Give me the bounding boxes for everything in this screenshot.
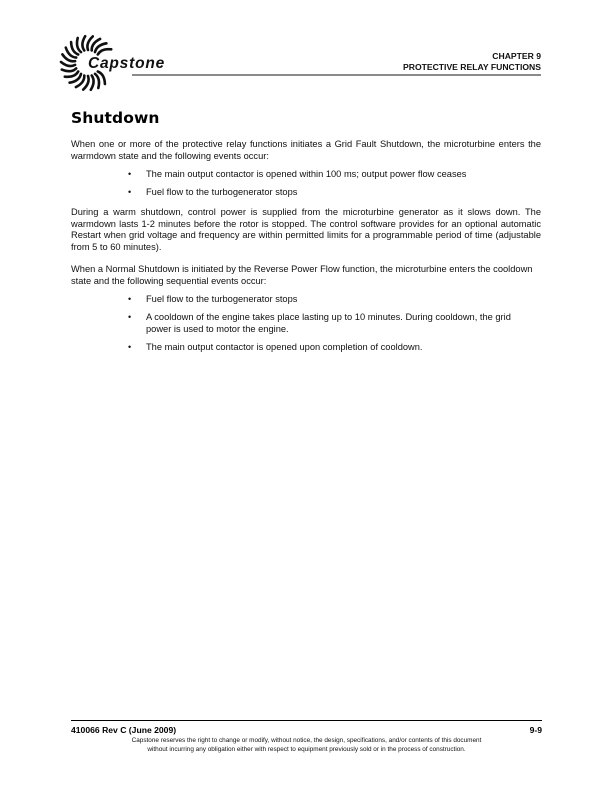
disclaimer-line-2: without incurring any obligation either with respect to equipment previously sold or in the process of construction. — [147, 745, 466, 753]
bullet-icon: • — [128, 294, 132, 304]
logo-blade — [77, 38, 81, 52]
list-item-text: A cooldown of the engine takes place lasting up to 10 minutes. During cooldown, the grid power is used to motor the engine. — [146, 311, 511, 334]
bullet-icon: • — [128, 186, 132, 197]
list-item-text: Fuel flow to the turbogenerator stops — [146, 186, 298, 197]
section-title: Shutdown — [71, 109, 160, 127]
bullet-icon: • — [128, 169, 132, 179]
logo-wordmark: Capstone — [88, 55, 166, 72]
list-item-text: Fuel flow to the turbogenerator stops — [146, 294, 298, 304]
capstone-logo — [58, 32, 218, 94]
footer-rule — [71, 720, 542, 721]
intro-paragraph: When one or more of the protective relay functions initiates a Grid Fault Shutdown, the microturbine enters the warmdown state and the following events occur: — [71, 139, 541, 161]
list-item-text: The main output contactor is opened upon completion of cooldown. — [146, 341, 423, 352]
list-item — [128, 342, 538, 354]
list-item — [128, 187, 538, 199]
cooldown-events-list — [128, 294, 538, 360]
bullet-icon: • — [128, 341, 132, 352]
list-item — [128, 294, 538, 306]
logo-blade — [82, 36, 85, 50]
page-number: 9-9 — [529, 725, 542, 735]
footer-disclaimer — [71, 737, 542, 755]
disclaimer-line-1: Capstone reserves the right to change or modify, without notice, the design, specifications, and/or contents of this document — [131, 737, 482, 744]
logo-blade — [95, 74, 99, 88]
warmdown-events-list — [128, 169, 538, 205]
chapter-heading — [403, 51, 541, 73]
warm-shutdown-paragraph: During a warm shutdown, control power is supplied from the microturbine generator as it slows down. The warmdown lasts 1-2 minutes before the rotor is stopped. The control software provides for an optional automatic Restart when grid voltage and frequency are within permitted limits for a programmable period of time (adjustable from 5 to 60 minutes). — [71, 207, 541, 252]
list-item-text: The main output contactor is opened within 100 ms; output power flow ceases — [146, 169, 467, 179]
logo-blade — [62, 68, 76, 71]
list-item — [128, 169, 538, 181]
header-rule — [132, 74, 541, 76]
chapter-title: PROTECTIVE RELAY FUNCTIONS — [403, 62, 541, 72]
document-revision: 410066 Rev C (June 2009) — [71, 725, 177, 735]
list-item — [128, 312, 538, 335]
logo-blade — [91, 76, 94, 90]
bullet-icon: • — [128, 311, 132, 322]
normal-shutdown-paragraph: When a Normal Shutdown is initiated by the Reverse Power Flow function, the microturbine enters the cooldown state and the following sequential events occur: — [71, 264, 533, 286]
logo-blade — [98, 49, 111, 54]
chapter-label: CHAPTER 9 — [492, 51, 541, 61]
